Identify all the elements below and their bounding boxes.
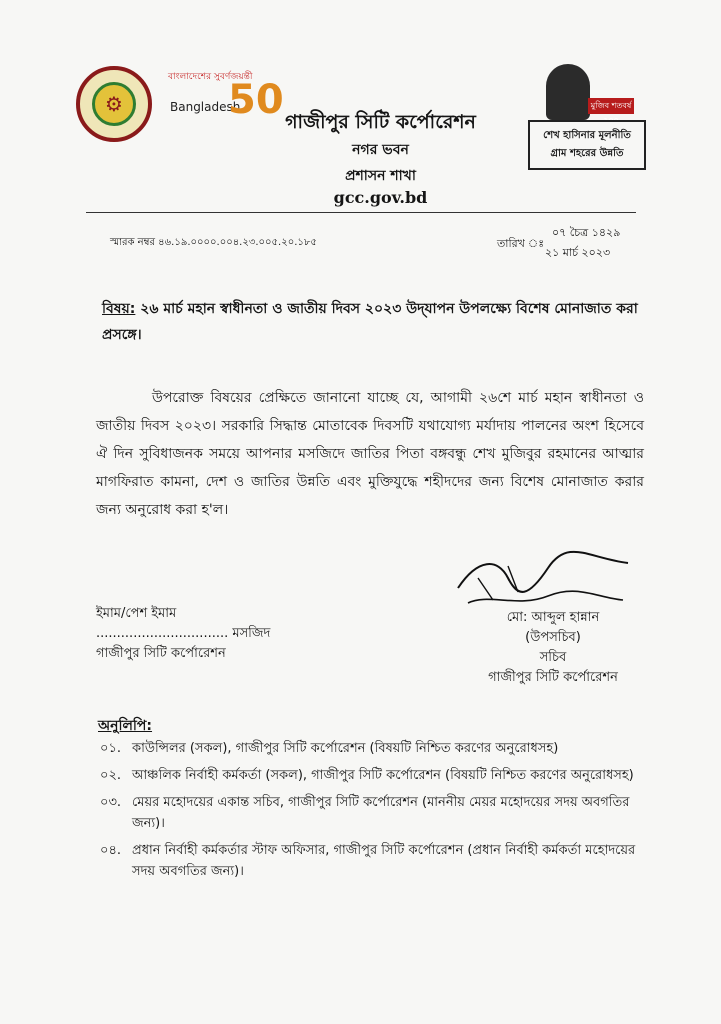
subject-label: বিষয়: [102, 301, 136, 317]
date-english: ২১ মার্চ ২০২৩ [545, 246, 611, 259]
list-item-text: মেয়র মহোদয়ের একান্ত সচিব, গাজীপুর সিটি কর্পোরেশন (মাননীয় মেয়র মহোদয়ের সদয় অবগতির জন্য)। [132, 795, 630, 831]
body-paragraph: উপরোক্ত বিষয়ের প্রেক্ষিতে জানানো যাচ্ছে যে, আগামী ২৬শে মার্চ মহান স্বাধীনতা ও জাতীয় দিবস ২০২৩। সরকারি সিদ্ধান্ত মোতাবেক দিবসটি যথাযোগ্য মর্যাদায় পালনের অংশ হিসেবে ঐ দিন সুবিধাজনক সময়ে আপনার মসজিদে জাতির পিতা বঙ্গবন্ধু শেখ মুজিবুর রহমানের আত্মার মাগফিরাত কামনা, দেশ ও জাতির উন্নতি এবং মুক্তিযুদ্ধে শহীদদের জন্য বিশেষ মোনাজাত করার জন্য অনুরোধ করা হ'ল। [96, 390, 644, 518]
list-item [100, 840, 640, 882]
list-item-number: ০৪. [100, 843, 122, 858]
mujib-tag: মুজিব শতবর্ষ [588, 98, 634, 114]
subject [102, 296, 642, 348]
signatory-org: গাজীপুর সিটি কর্পোরেশন [488, 670, 618, 685]
bd50-caption: বাংলাদেশের সুবর্ণজয়ন্তী [168, 72, 253, 82]
addressee-line-3: গাজীপুর সিটি কর্পোরেশন [96, 646, 226, 661]
list-item-text: কাউন্সিলর (সকল), গাজীপুর সিটি কর্পোরেশন (বিষয়টি নিশ্চিত করণের অনুরোধসহ) [132, 741, 559, 756]
addressee-block [96, 604, 270, 664]
subject-text: ২৬ মার্চ মহান স্বাধীনতা ও জাতীয় দিবস ২০২৩ উদ্‌যাপন উপলক্ষ্যে বিশেষ মোনাজাত করা প্রসঙ্গে। [102, 301, 638, 343]
addressee-line-1: ইমাম/পেশ ইমাম [96, 606, 177, 621]
list-item-text: আঞ্চলিক নির্বাহী কর্মকর্তা (সকল), গাজীপুর সিটি কর্পোরেশন (বিষয়টি নিশ্চিত করণের অনুরোধসহ) [132, 768, 634, 783]
date-label: তারিখ ঃ [497, 237, 545, 250]
slogan-line-1: শেখ হাসিনার মূলনীতি [543, 130, 631, 141]
list-item [100, 738, 640, 759]
date-bangla: ০৭ চৈত্র ১৪২৯ [552, 226, 621, 239]
bd50-number: 50 [228, 77, 284, 123]
list-item-text: প্রধান নির্বাহী কর্মকর্তার স্টাফ অফিসার, গাজীপুর সিটি কর্পোরেশন (প্রধান নির্বাহী কর্মকর্তা মহোদয়ের সদয় অবগতির জন্য)। [132, 843, 636, 879]
signatory-block [468, 608, 638, 688]
memo-number: স্মারক নম্বর ৪৬.১৯.০০০০.০০৪.২৩.০০৫.২০.১৮৫ [110, 237, 317, 248]
signatory-designation: সচিব [539, 650, 567, 665]
signatory-rank: (উপসচিব) [525, 630, 581, 645]
header-divider [86, 212, 636, 213]
copies-list [100, 738, 640, 888]
branch-name: প্রশাসন শাখা [345, 168, 416, 184]
bd50-word: Bangladesh [170, 100, 241, 114]
website: gcc.gov.bd [333, 188, 428, 207]
building-name: নগর ভবন [352, 142, 409, 158]
copies-title: অনুলিপি: [98, 718, 153, 734]
signatory-name: মো: আব্দুল হান্নান [506, 610, 600, 625]
list-item [100, 792, 640, 834]
slogan-line-2: গ্রাম শহরের উন্নতি [550, 148, 624, 159]
list-item-number: ০৩. [100, 795, 122, 810]
list-item-number: ০১. [100, 741, 122, 756]
list-item [100, 765, 640, 786]
list-item-number: ০২. [100, 768, 122, 783]
addressee-line-2: ................................ মসজিদ [96, 626, 271, 641]
org-title: গাজীপুর সিটি কর্পোরেশন [285, 111, 476, 133]
gcc-logo-emblem: ⚙ [92, 82, 136, 126]
